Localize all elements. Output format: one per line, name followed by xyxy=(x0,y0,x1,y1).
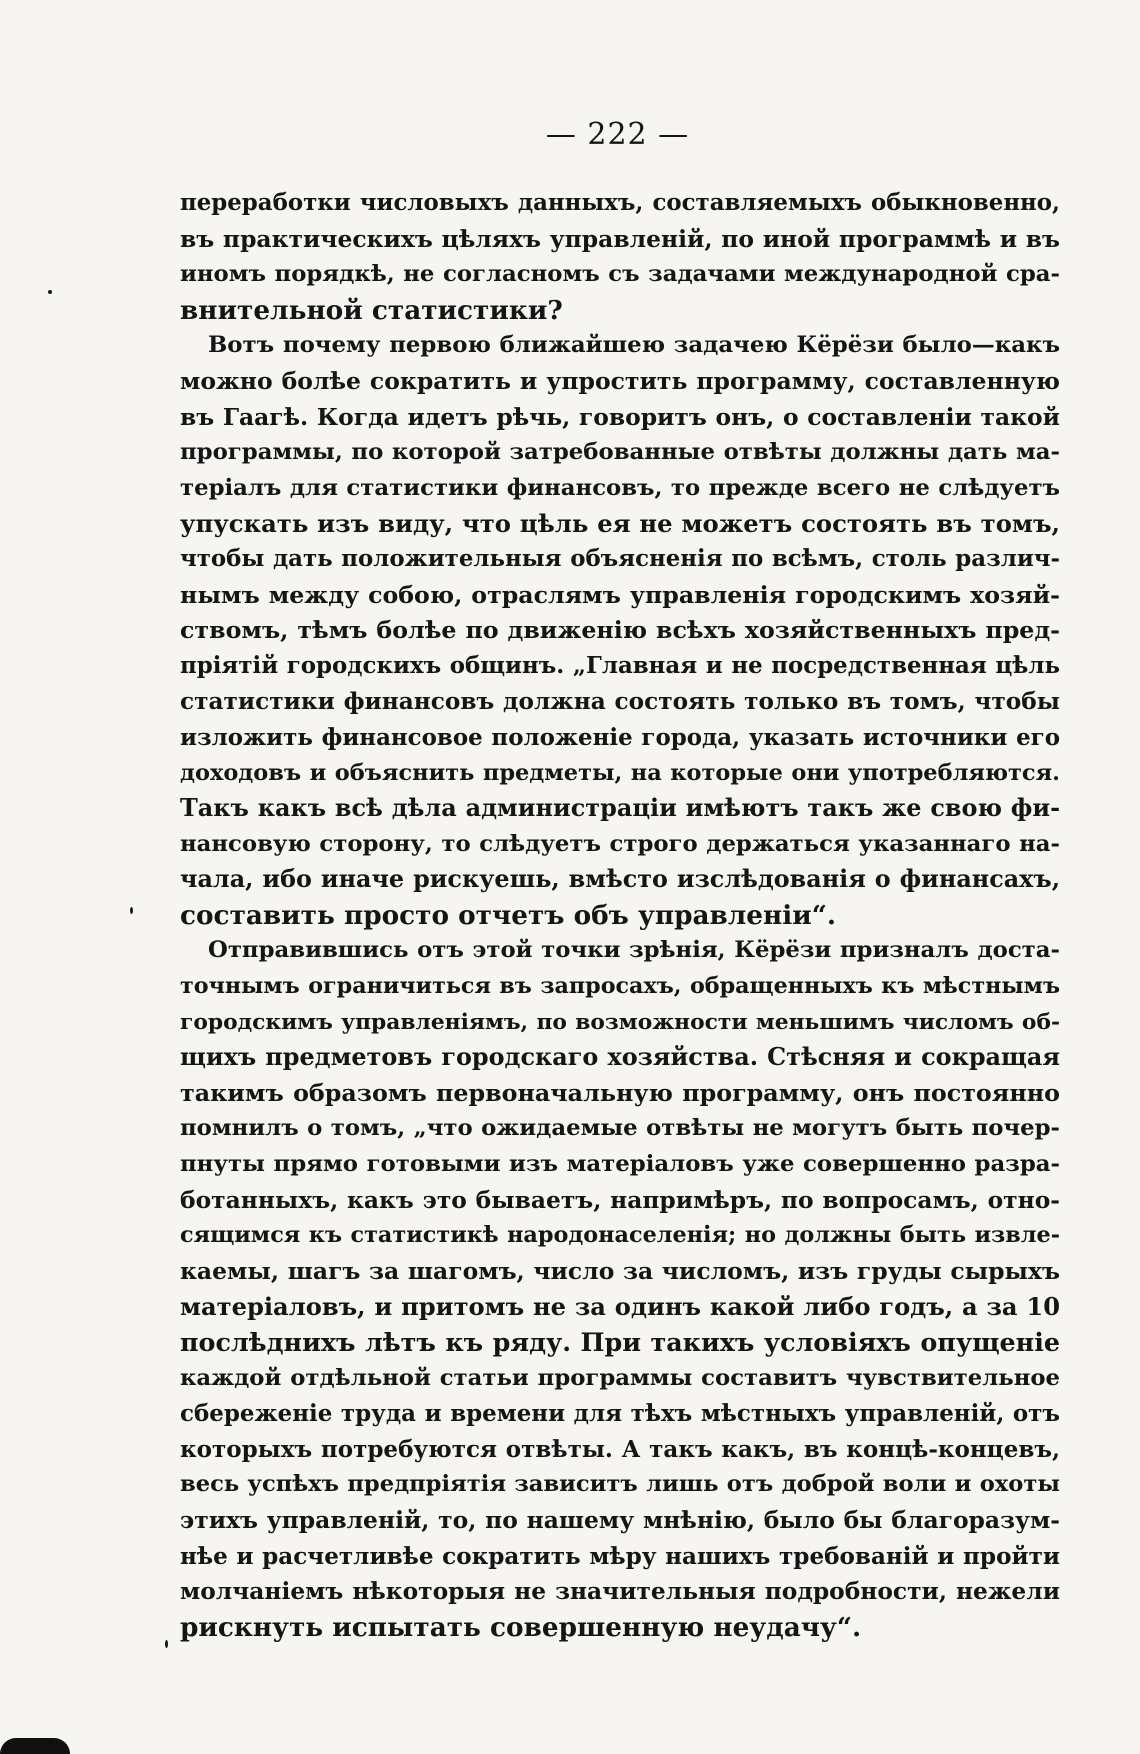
text-line: нѣе и расчетливѣе сократить мѣру нашихъ требованій и пройти xyxy=(180,1542,1060,1570)
text-line: такимъ образомъ первоначальную программу, онъ постоянно xyxy=(180,1078,1060,1107)
stray-mark xyxy=(48,290,52,294)
text-line: въ практическихъ цѣляхъ управленій, по иной программѣ и въ xyxy=(180,224,1060,253)
text-line: нымъ между собою, отраслямъ управленія городскимъ хозяй- xyxy=(180,580,1060,609)
text-line: ботанныхъ, какъ это бываетъ, напримѣръ, по вопросамъ, отно- xyxy=(180,1185,1060,1214)
text-line: пріятій городскихъ общинъ. „Главная и не посредственная цѣль xyxy=(180,652,1060,679)
text-line: которыхъ потребуются отвѣты. А такъ какъ, въ концѣ-концевъ, xyxy=(180,1435,1060,1463)
text-line: щихъ предметовъ городскаго хозяйства. Стѣсняя и сокращая xyxy=(180,1043,1060,1072)
text-line: переработки числовыхъ данныхъ, составляемыхъ обыкновенно, xyxy=(180,190,1060,216)
corner-blob xyxy=(0,1738,70,1754)
stray-mark xyxy=(165,1640,168,1648)
text-line: чала, ибо иначе рискуешь, вмѣсто изслѣдованія о финансахъ, xyxy=(180,865,1060,894)
text-line: въ Гаагѣ. Когда идетъ рѣчь, говоритъ онъ, о составленіи такой xyxy=(180,402,1060,431)
text-line: чтобы дать положительныя объясненія по всѣмъ, столь различ- xyxy=(180,545,1060,572)
text-line: каждой отдѣльной статьи программы составитъ чувствительное xyxy=(180,1364,1060,1391)
text-line: доходовъ и объяснить предметы, на которые они употребляются. xyxy=(180,759,1060,786)
text-line: этихъ управленій, то, по нашему мнѣнію, было бы благоразум- xyxy=(180,1505,1060,1534)
text-line: Вотъ почему первою ближайшею задачею Кёрёзи было—какъ xyxy=(208,332,1060,359)
text-line: матеріаловъ, и притомъ не за одинъ какой либо годъ, а за 10 xyxy=(180,1292,1060,1322)
text-line: пнуты прямо готовыми изъ матеріаловъ уже совершенно разра- xyxy=(180,1151,1060,1178)
text-line: городскимъ управленіямъ, по возможности меньшимъ числомъ об- xyxy=(180,1009,1060,1035)
page-number: — 222 — xyxy=(545,117,690,152)
text-line: составить просто отчетъ объ управленіи“. xyxy=(180,899,837,931)
text-line: рискнуть испытать совершенную неудачу“. xyxy=(180,1611,862,1643)
body-text xyxy=(180,186,1060,1645)
text-line: молчаніемъ нѣкоторыя не значительныя подробности, нежели xyxy=(180,1578,1060,1606)
text-line: теріалъ для статистики финансовъ, то прежде всего не слѣдуетъ xyxy=(180,474,1060,501)
text-line: послѣднихъ лѣтъ къ ряду. При такихъ условіяхъ опущеніе xyxy=(180,1327,1060,1357)
text-line: статистики финансовъ должна состоять только въ томъ, чтобы xyxy=(180,688,1060,716)
text-line: упускать изъ виду, что цѣль ея не можетъ состоять въ томъ, xyxy=(180,509,1060,539)
text-line: внительной статистики? xyxy=(180,294,563,326)
text-line: можно болѣе сократить и упростить программу, составленную xyxy=(180,366,1060,395)
stray-mark xyxy=(130,907,133,914)
text-line: изложить финансовое положеніе города, указать источники его xyxy=(180,723,1060,751)
text-line: точнымъ ограничиться въ запросахъ, обращенныхъ къ мѣстнымъ xyxy=(180,973,1060,1000)
text-line: помнилъ о томъ, „что ожидаемые отвѣты не могутъ быть почер- xyxy=(180,1115,1060,1142)
text-line: Такъ какъ всѣ дѣла администраціи имѣютъ такъ же свою фи- xyxy=(180,794,1060,823)
text-line: каемы, шагъ за шагомъ, число за числомъ, изъ груды сырыхъ xyxy=(180,1256,1060,1285)
text-line: программы, по которой затребованные отвѣты должны дать ма- xyxy=(180,439,1060,466)
text-line: ствомъ, тѣмъ болѣе по движенію всѣхъ хозяйственныхъ пред- xyxy=(180,616,1060,645)
text-line: сящимся къ статистикѣ народонаселенія; но должны быть извле- xyxy=(180,1222,1060,1249)
text-line: Отправившись отъ этой точки зрѣнія, Кёрёзи призналъ доста- xyxy=(208,937,1060,964)
text-line: весь успѣхъ предпріятія зависитъ лишь отъ доброй воли и охоты xyxy=(180,1471,1060,1498)
text-line: сбереженіе труда и времени для тѣхъ мѣстныхъ управленій, отъ xyxy=(180,1400,1060,1428)
text-line: иномъ порядкѣ, не согласномъ съ задачами международной сра- xyxy=(180,261,1060,288)
text-line: нансовую сторону, то слѣдуетъ строго держаться указаннаго на- xyxy=(180,830,1060,857)
